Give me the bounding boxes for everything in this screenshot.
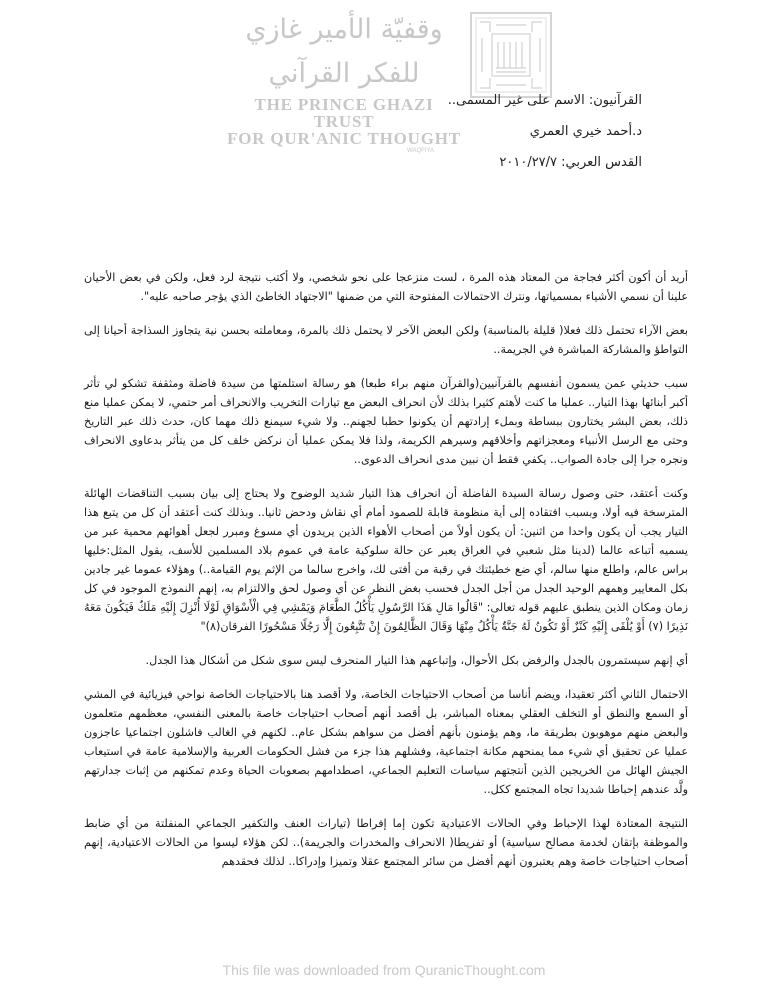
logo-arabic-title: وقفيّة الأمير غازي للفكر القرآني xyxy=(245,14,443,89)
logo-english-line1: THE PRINCE GHAZI TRUST xyxy=(254,95,434,131)
logo-english-line2: FOR QUR'ANIC THOUGHT xyxy=(227,129,461,148)
paragraph: بعض الآراء تحتمل ذلك فعلا( قليلة بالمناسبة) ولكن البعض الآخر لا يحتمل ذلك بالمرة، ومعاملته بحسن نية يتجاوز السذاجة أحيانا إلى التواطؤ والمشاركة المباشرة في الجريمة.. xyxy=(84,324,688,356)
paragraph: أي إنهم سيستمرون بالجدل والرفض بكل الأحوال، وإتباعهم هذا التيار المنحرف ليس سوى شكل من أشكال هذا الجدل. xyxy=(145,654,688,667)
article-author: د.أحمد خيري العمري xyxy=(529,124,642,139)
article-date: القدس العربي: ٢٠١٠/٢٧/٧ xyxy=(499,155,642,170)
download-footer: This file was downloaded from QuranicThought.com xyxy=(222,962,546,978)
paragraph: سبب حديثي عمن يسمون أنفسهم بالقرآنيين(والقرآن منهم براء طبعا) هو رسالة استلمتها من سيدة فاضلة ومثقفة تشكو لي تأثر أكبر أبنائها بهذا التيار.. عمليا ما كنت لأهتم كثيرا بذلك لأن انحراف البعض مع تيارات التخريب والانحراف أمر حتمي، لا يمكن عمليا منع ذلك، بعض البشر يختارون ببساطة وبملء إرادتهم أن يكونوا حطبا لجهنم.. ولا شيء سيمنع ذلك مهما كان، حدث ذلك عبر التاريخ وحتى مع الرسل الأنبياء ومعجزاتهم وأخلاقهم وسيرهم الكريمة، ولذا فلا يمكن عمليا أن نركض خلف كل من يتأثر بدعاوى الانحراف ونجره جرا إلى جادة الصواب.. يكفي فقط أن نبين مدى انحراف الدعوى.. xyxy=(84,377,688,466)
paragraph: أريد أن أكون أكثر فجاجة من المعتاد هذه المرة ، لست منزعجا على نحو شخصي، ولا أكتب نتيجة لرد فعل، ولكن في بعض الأحيان علينا أن نسمي الأشياء بمسمياتها، ونترك الاحتمالات المفتوحة التي من ضمنها "الاجتهاد الخاطئ الذي يؤجر صاحبه عليه". xyxy=(84,271,688,303)
logo-small-text: WAQFIYA xyxy=(407,148,434,154)
paragraph: النتيجة المعتادة لهذا الإحباط وفي الحالات الاعتيادية تكون إما إفراطا (تيارات العنف والتكفير الجماعي المنفلتة من أي ضابط والموظفة بإتقان لخدمة مصالح سياسية) أو تفريطا( الانحراف والمخدرات والجريمة).. لكن هؤلاء ليسوا من الحالات الاعتيادية، إنهم أصحاب احتياجات خاصة وهم يعتبرون أنهم أفضل من سائر المجتمع عقلا وتميزا وإدراكا.. لذلك فحقدهم xyxy=(84,817,688,868)
article-body xyxy=(84,268,688,886)
paragraph: وكنت أعتقد، حتى وصول رسالة السيدة الفاضلة أن انحراف هذا التيار شديد الوضوح ولا يحتاج إلى بيان بسبب التناقضات الهائلة المترسخة فيه أولا، وبسبب افتقاده إلى أية منظومة قابلة للصمود أمام أي نقاش ودحض ثانيا.. وبذلك كنت أعتقد أن كل من يتبع هذا التيار يجب أن يكون واحدا من اثنين: أن يكون أولاً من أصحاب الأهواء الذين يريدون أي مسوغ ومبرر لجعل أهوائهم محمية عبر من يسميه أتباعه عالما (لدينا مثل شعبي في العراق يعبر عن حالة سلوكية عامة في عموم بلاد المسلمين للأسف، يقول المثل:خليها براس عالم، واطلع منها سالم، أي ضع خطيئتك في رقبة من أفتى لك، واخرج سالما من الإثم يوم القيامة..) وهؤلاء عموما غير جادين بكل المعايير وهمهم الوحيد الجدل من أجل الجدل فحسب بغض النظر عن أي وصول لحق والالتزام به، إنهم النموذج الموجود في كل زمان ومكان الذين ينطبق عليهم قوله تعالى: "قَالُوا مَالِ هَذَا الرَّسُولِ يَأْكُلُ الطَّعَامَ وَيَمْشِي فِي الْأَسْوَاقِ لَوْلَا أُنْزِلَ إِلَيْهِ مَلَكٌ فَيَكُونَ مَعَهُ نَذِيرًا (٧) أَوْ يُلْقَى إِلَيْهِ كَنْزٌ أَوْ تَكُونُ لَهُ جَنَّةٌ يَأْكُلُ مِنْهَا وَقَالَ الظَّالِمُونَ إِنْ تَتَّبِعُونَ إِلَّا رَجُلًا مَسْحُورًا الفرقان(٨)" xyxy=(84,487,688,633)
paragraph: الاحتمال الثاني أكثر تعقيدا، ويضم أناسا من أصحاب الاحتياجات الخاصة، ولا أقصد هنا بالاحتياجات الخاصة نواحي فيزيائية في المشي أو السمع والنطق أو التخلف العقلي بمعناه المباشر، بل أقصد أنهم أصحاب احتياجات خاصة بالمعنى النفسي، معظمهم متعلمون والبعض منهم موهوبون بطريقة ما، وهم يؤمنون بأنهم أفضل من سواهم بشكل عام.. لكنهم في الغالب فاشلون اجتماعيا عاجزون عمليا عن تحقيق أي شيء مما يمنحهم مكانة اجتماعية، وفشلهم هذا جزء من فشل الحكومات العربية والإسلامية عامة في استيعاب الجيش الهائل من الخريجين الذين أنتجتهم سياسات التعليم الجماعي، اصطدامهم بصعوبات الحياة وعدم تمكنهم من إثبات جدارتهم ولَّد عندهم إحباطا شديدا تجاه المجتمع ككل.. xyxy=(84,688,688,796)
article-title: القرآنيون: الاسم على غير المسمى.. xyxy=(447,93,642,108)
trust-emblem-icon xyxy=(470,12,552,98)
